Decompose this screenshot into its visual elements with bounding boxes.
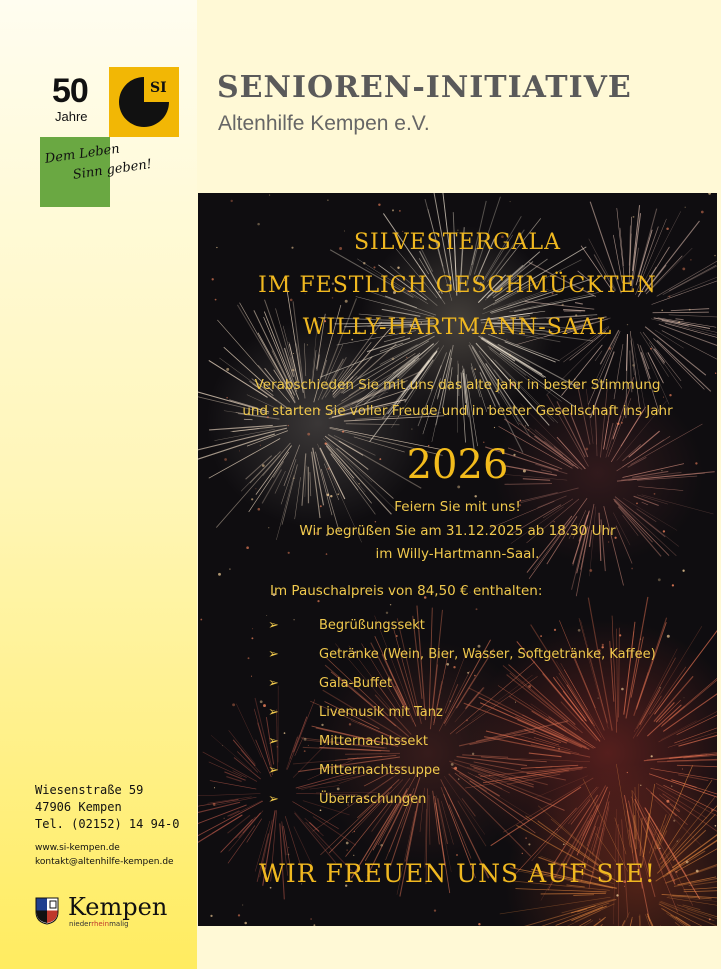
list-item: ➢ Mitternachtssuppe (268, 763, 441, 778)
invite-line-1: Feiern Sie mit uns! (394, 499, 521, 515)
poster-heading-2: IM FESTLICH GESCHMÜCKTEN (258, 273, 657, 298)
included-items-list (268, 618, 708, 821)
address-city: 47906 Kempen (35, 800, 122, 814)
invite-line-3: im Willy-Hartmann-Saal. (375, 546, 540, 562)
phone-number: Tel. (02152) 14 94-0 (35, 817, 180, 831)
invite-line-2: Wir begrüßen Sie am 31.12.2025 ab 18.30 Uhr (299, 523, 616, 539)
arrow-bullet-icon: ➢ (268, 734, 279, 749)
arrow-bullet-icon: ➢ (268, 676, 279, 691)
arrow-bullet-icon: ➢ (268, 618, 279, 633)
poster-heading-3: WILLY-HARTMANN-SAAL (302, 315, 613, 340)
anniversary-label: Jahre (55, 109, 88, 124)
arrow-bullet-icon: ➢ (268, 647, 279, 662)
event-poster (198, 193, 717, 926)
city-logo-name: Kempen (68, 893, 168, 921)
organization-subtitle: Altenhilfe Kempen e.V. (218, 112, 430, 135)
si-logo-text: SI (150, 80, 167, 96)
list-item: ➢ Gala-Buffet (268, 676, 393, 691)
list-item: ➢ Mitternachtssekt (268, 734, 428, 749)
address-street: Wiesenstraße 59 (35, 783, 144, 797)
list-item: ➢ Überraschungen (268, 792, 427, 807)
arrow-bullet-icon: ➢ (268, 763, 279, 778)
si-logo (109, 67, 179, 137)
organization-title: SENIOREN-INITIATIVE (217, 70, 632, 105)
email-link[interactable]: kontakt@altenhilfe-kempen.de (35, 857, 174, 867)
list-item: ➢ Getränke (Wein, Bier, Wasser, Softgetränke, Kaffee) (268, 647, 656, 662)
motto-line-1: Dem Leben (44, 141, 121, 167)
list-item: ➢ Begrüßungssekt (268, 618, 425, 633)
motto-line-2: Sinn geben! (72, 156, 153, 183)
arrow-bullet-icon: ➢ (268, 792, 279, 807)
city-logo-tagline: niederrheinmalig (69, 920, 129, 928)
arrow-bullet-icon: ➢ (268, 705, 279, 720)
closing-line: WIR FREUEN UNS AUF SIE! (259, 859, 656, 888)
anniversary-number: 50 (52, 72, 88, 110)
intro-line-2: und starten Sie voller Freude und in bester Gesellschaft ins Jahr (242, 403, 673, 419)
website-link[interactable]: www.si-kempen.de (35, 843, 120, 853)
poster-heading-1: SILVESTERGALA (353, 230, 562, 255)
event-year: 2026 (406, 442, 509, 488)
si-logo-icon (109, 67, 179, 137)
intro-line-1: Verabschieden Sie mit uns das alte Jahr in bester Stimmung (254, 377, 661, 393)
list-item: ➢ Livemusik mit Tanz (268, 705, 443, 720)
kempen-crest-icon (35, 897, 59, 925)
price-line: Im Pauschalpreis von 84,50 € enthalten: (270, 583, 543, 599)
